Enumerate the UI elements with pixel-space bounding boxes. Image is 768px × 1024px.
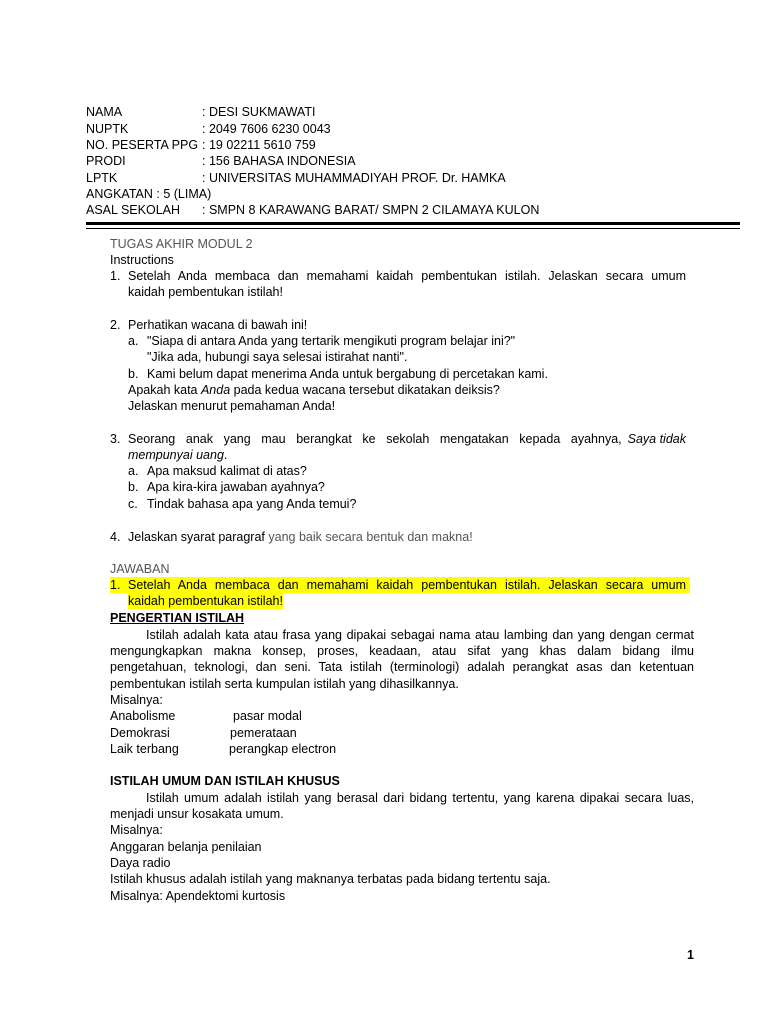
instructions-label: Instructions xyxy=(110,253,174,267)
misalnya-label-1: Misalnya: xyxy=(110,693,163,707)
example2-item1: Anggaran belanja penilaian xyxy=(110,840,262,854)
field-value-lptk: : UNIVERSITAS MUHAMMADIYAH PROF. Dr. HAMKA xyxy=(202,171,506,185)
p1-line2: mengungkapkan makna konsep, proses, keadaan, atau sifat yang khas dalam bidang ilmu xyxy=(110,644,694,658)
q2-question1-pre: Apakah kata xyxy=(128,383,201,397)
q3-number: 3. xyxy=(110,432,121,446)
q3-b-text: Apa kira-kira jawaban ayahnya? xyxy=(147,480,325,494)
a1-text-line2: kaidah pembentukan istilah! xyxy=(128,594,283,608)
p1-line4: pembentukan istilah serta kumpulan istilah yang dihasilkannya. xyxy=(110,677,459,691)
page-number: 1 xyxy=(687,948,694,962)
answer-title: JAWABAN xyxy=(110,562,170,576)
q2-a-line1: "Siapa di antara Anda yang tertarik mengikuti program belajar ini?" xyxy=(147,334,516,348)
misalnya-label-3: Misalnya: Apendektomi kurtosis xyxy=(110,889,286,903)
q3-c-marker: c. xyxy=(128,497,138,511)
q2-b-marker: b. xyxy=(128,367,139,381)
heading-pengertian-istilah: PENGERTIAN ISTILAH xyxy=(110,611,245,625)
q4-text-dark: Jelaskan syarat paragraf xyxy=(128,530,265,544)
q3-line2-end: . xyxy=(223,448,228,462)
example-right-2: pemerataan xyxy=(230,726,297,740)
field-label-peserta: NO. PESERTA PPG xyxy=(86,138,199,152)
q1-number: 1. xyxy=(110,269,121,283)
q3-line1-italic: Saya tidak xyxy=(627,432,686,446)
example-left-3: Laik terbang xyxy=(110,742,179,756)
q2-b-text: Kami belum dapat menerima Anda untuk bergabung di percetakan kami. xyxy=(147,367,548,381)
p2-line1: Istilah umum adalah istilah yang berasal dari bidang tertentu, yang karena dipakai secara luas, xyxy=(146,791,694,805)
misalnya-label-2: Misalnya: xyxy=(110,823,163,837)
example-left-2: Demokrasi xyxy=(110,726,170,740)
example-right-1: pasar modal xyxy=(233,709,302,723)
field-value-nama: : DESI SUKMAWATI xyxy=(202,105,316,119)
q2-question1-post: pada kedua wacana tersebut dikatakan deiksis? xyxy=(230,383,500,397)
q3-line2 xyxy=(128,447,227,463)
q4-number: 4. xyxy=(110,530,121,544)
heading-istilah-umum-khusus: ISTILAH UMUM DAN ISTILAH KHUSUS xyxy=(110,774,340,788)
p3-text: Istilah khusus adalah istilah yang maknanya terbatas pada bidang tertentu saja. xyxy=(110,872,551,886)
q4-text xyxy=(128,529,473,545)
field-label-prodi: PRODI xyxy=(86,154,126,168)
example2-item2: Daya radio xyxy=(110,856,171,870)
field-value-asal-sekolah: : SMPN 8 KARAWANG BARAT/ SMPN 2 CILAMAYA KULON xyxy=(202,203,540,217)
p1-line1: Istilah adalah kata atau frasa yang dipakai sebagai nama atau lambing dan yang dengan cermat xyxy=(146,628,694,642)
a1-number: 1. xyxy=(110,578,121,592)
a1-text-line1: Setelah Anda membaca dan memahami kaidah pembentukan istilah. Jelaskan secara umum xyxy=(128,578,686,592)
q2-question2: Jelaskan menurut pemahaman Anda! xyxy=(128,399,336,413)
field-label-nama: NAMA xyxy=(86,105,123,119)
field-value-nuptk: : 2049 7606 6230 0043 xyxy=(202,122,331,136)
p1-line3: pengetahuan, teknologi, dan seni. Tata istilah (terminologi) adalah perangkat asas dan ketentuan xyxy=(110,660,694,674)
header-rule-thin xyxy=(86,228,740,229)
q3-line1-text: Seorang anak yang mau berangkat ke sekolah mengatakan kepada ayahnya, xyxy=(128,432,622,446)
field-angkatan: ANGKATAN : 5 (LIMA) xyxy=(86,187,212,201)
q2-number: 2. xyxy=(110,318,121,332)
q3-line1 xyxy=(128,431,686,447)
field-label-asal-sekolah: ASAL SEKOLAH xyxy=(86,203,181,217)
a1-highlight-line1 xyxy=(110,577,690,593)
q1-text-line1: Setelah Anda membaca dan memahami kaidah pembentukan istilah. Jelaskan secara umum xyxy=(128,269,686,283)
q2-a-line2: "Jika ada, hubungi saya selesai istirahat nanti". xyxy=(147,350,408,364)
q4-text-grey: yang baik secara bentuk dan makna! xyxy=(264,530,473,544)
p2-line2: menjadi unsur kosakata umum. xyxy=(110,807,284,821)
q2-question1 xyxy=(128,382,500,398)
q3-b-marker: b. xyxy=(128,480,139,494)
q3-line2-italic: mempunyai uang xyxy=(128,448,224,462)
field-label-nuptk: NUPTK xyxy=(86,122,129,136)
field-value-prodi: : 156 BAHASA INDONESIA xyxy=(202,154,356,168)
q1-text-line2: kaidah pembentukan istilah! xyxy=(128,285,283,299)
q2-text: Perhatikan wacana di bawah ini! xyxy=(128,318,308,332)
field-label-lptk: LPTK xyxy=(86,171,118,185)
q2-a-marker: a. xyxy=(128,334,139,348)
example-right-3: perangkap electron xyxy=(229,742,337,756)
q3-a-text: Apa maksud kalimat di atas? xyxy=(147,464,307,478)
field-value-peserta: : 19 02211 5610 759 xyxy=(202,138,316,152)
q3-a-marker: a. xyxy=(128,464,139,478)
task-title: TUGAS AKHIR MODUL 2 xyxy=(110,237,253,251)
example-left-1: Anabolisme xyxy=(110,709,176,723)
q2-question1-italic: Anda xyxy=(200,383,231,397)
header-rule-thick xyxy=(86,222,740,225)
q3-c-text: Tindak bahasa apa yang Anda temui? xyxy=(147,497,357,511)
